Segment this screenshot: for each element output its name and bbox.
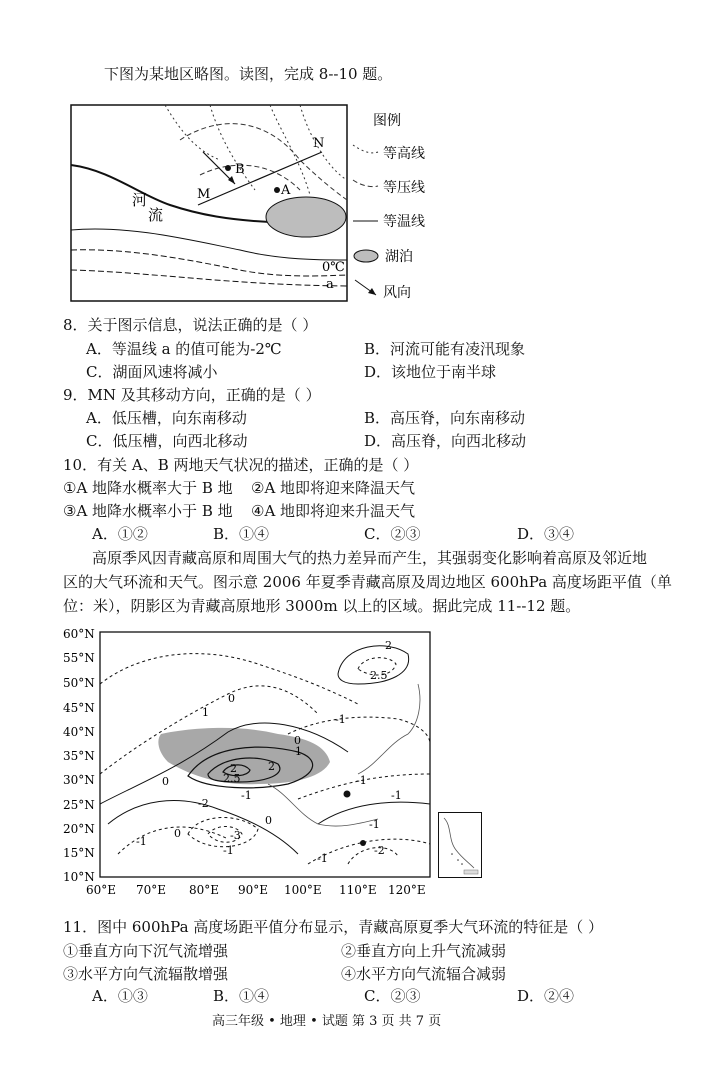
lat-label: 15°N (63, 846, 95, 860)
q10-item-1: ①A 地降水概率大于 B 地 (63, 479, 233, 497)
contour-value: -2 (198, 797, 209, 810)
lat-label: 55°N (63, 651, 95, 665)
south-china-sea-inset (438, 812, 482, 878)
lat-label: 60°N (63, 627, 95, 641)
intro-text: 下图为某地区略图。读图，完成 8--10 题。 (104, 65, 393, 83)
lat-label: 30°N (63, 773, 95, 787)
q10-choice-d: D．③④ (517, 525, 575, 543)
contour-value: -1 (391, 789, 402, 802)
intro2-line1: 高原季风因青藏高原和周围大气的热力差异而产生，其强弱变化影响着高原及邻近地 (92, 549, 648, 567)
q8-option-a: A．等温线 a 的值可能为-2℃ (86, 340, 282, 358)
legend-contour: 等高线 (383, 146, 425, 162)
q11-item-4: ④水平方向气流辐合减弱 (341, 965, 507, 983)
q10-choice-c: C．②③ (364, 525, 421, 543)
contour-value: 2.5 (223, 772, 241, 785)
q11-item-2: ②垂直方向上升气流减弱 (341, 942, 507, 960)
lon-label: 120°E (388, 883, 426, 896)
q10-item-3: ③A 地降水概率小于 B 地 (63, 502, 233, 520)
q11-item-1: ①垂直方向下沉气流增强 (63, 942, 229, 960)
q11-choice-b: B．①④ (213, 987, 270, 1005)
contour-value: -1 (356, 774, 367, 787)
lon-label: 100°E (284, 883, 322, 896)
contour-value: 0 (162, 775, 169, 788)
q10-choice-a: A．①② (92, 525, 148, 543)
label-a: a (326, 277, 334, 292)
contour-value: -1 (317, 852, 328, 865)
legend-isobar: 等压线 (383, 180, 425, 196)
contour-value: 2 (385, 639, 392, 652)
label-M: M (197, 187, 211, 202)
contour-value: -3 (230, 829, 241, 842)
label-zero: 0℃ (322, 260, 345, 275)
label-A: A (281, 183, 291, 198)
contour-value: -1 (136, 835, 147, 848)
lat-label: 45°N (63, 701, 95, 715)
lat-label: 50°N (63, 676, 95, 690)
legend-isotherm: 等温线 (383, 214, 425, 230)
q11-choice-a: A．①③ (92, 987, 148, 1005)
q9-stem: 9．MN 及其移动方向，正确的是（ ） (63, 386, 321, 404)
height-anomaly-map (58, 624, 498, 896)
q8-option-b: B．河流可能有凌汛现象 (364, 340, 526, 358)
legend-title: 图例 (373, 113, 401, 129)
q11-choice-d: D．②④ (517, 987, 575, 1005)
contour-value: 0 (265, 814, 272, 827)
lat-label: 10°N (63, 870, 95, 884)
lon-label: 60°E (86, 883, 117, 896)
label-B: B (235, 162, 245, 177)
legend-wind: 风向 (383, 285, 411, 301)
lon-label: 70°E (136, 883, 167, 896)
region-map (70, 100, 510, 305)
label-river-1: 河 (132, 191, 148, 209)
lat-label: 35°N (63, 749, 95, 763)
contour-value: 0 (174, 827, 181, 840)
lat-label: 20°N (63, 822, 95, 836)
intro2-line3: 位：米），阴影区为青藏高原地形 3000m 以上的区域。据此完成 11--12 题。 (63, 597, 581, 615)
contour-value: -1 (369, 818, 380, 831)
label-N: N (313, 136, 325, 151)
q8-option-d: D．该地位于南半球 (364, 363, 497, 381)
legend-lake: 湖泊 (385, 249, 413, 265)
q8-stem: 8．关于图示信息，说法正确的是（ ） (63, 316, 318, 334)
q10-choice-b: B．①④ (213, 525, 270, 543)
contour-value: 0 (228, 692, 235, 705)
q10-item-2: ②A 地即将迎来降温天气 (251, 479, 416, 497)
q11-item-3: ③水平方向气流辐散增强 (63, 965, 229, 983)
lat-label: 40°N (63, 725, 95, 739)
q9-option-c: C．低压槽，向西北移动 (86, 432, 248, 450)
q10-stem: 10．有关 A、B 两地天气状况的描述，正确的是（ ） (63, 456, 419, 474)
q9-option-b: B．高压脊，向东南移动 (364, 409, 526, 427)
contour-value: 0 (294, 734, 301, 747)
contour-value: -1 (335, 713, 346, 726)
q11-choice-c: C．②③ (364, 987, 421, 1005)
contour-value: 1 (295, 745, 302, 758)
label-river-2: 流 (148, 206, 164, 224)
contour-value: 2 (230, 762, 237, 775)
contour-value: -1 (241, 789, 252, 802)
contour-value: -2 (374, 844, 385, 857)
q9-option-a: A．低压槽，向东南移动 (86, 409, 247, 427)
lon-label: 80°E (189, 883, 220, 896)
contour-value: -1 (223, 844, 234, 857)
q8-option-c: C．湖面风速将减小 (86, 363, 218, 381)
intro2-line2: 区的大气环流和天气。图示意 2006 年夏季青藏高原及周边地区 600hPa 高度场距平值（单 (63, 573, 672, 591)
q9-option-d: D．高压脊，向西北移动 (364, 432, 527, 450)
page-footer: 高三年级 • 地理 • 试题 第 3 页 共 7 页 (212, 1014, 442, 1029)
lon-label: 90°E (238, 883, 269, 896)
q10-item-4: ④A 地即将迎来升温天气 (251, 502, 416, 520)
lon-label: 110°E (339, 883, 377, 896)
contour-value: 2.5 (370, 669, 388, 682)
contour-value: 1 (202, 706, 209, 719)
contour-value: 2 (268, 760, 275, 773)
q11-stem: 11．图中 600hPa 高度场距平值分布显示，青藏高原夏季大气环流的特征是（ ） (63, 918, 604, 936)
lat-label: 25°N (63, 798, 95, 812)
